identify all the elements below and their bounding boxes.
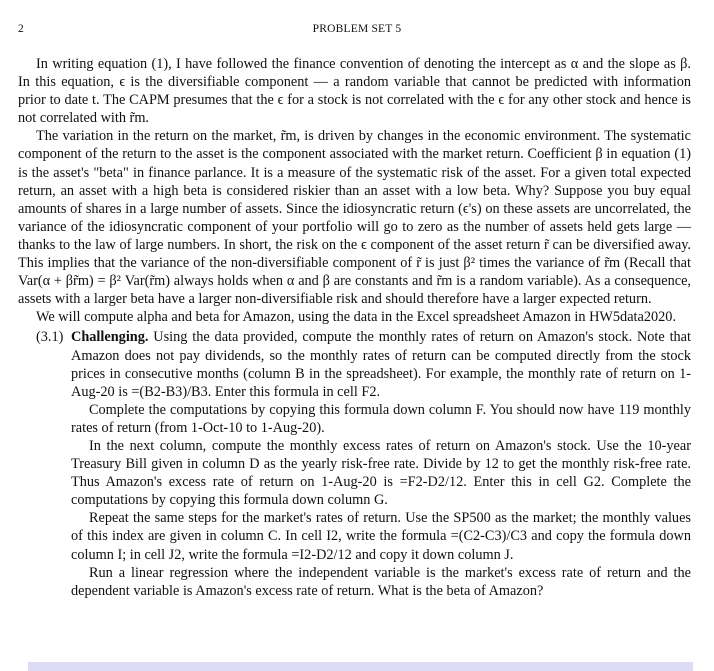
problem-heading: Challenging. [71, 329, 149, 346]
selection-highlight [28, 662, 693, 671]
page-title: PROBLEM SET 5 [312, 23, 402, 35]
page-header [18, 23, 696, 39]
body-text [18, 55, 691, 600]
problem-paragraph-4: Repeat the same steps for the market's rates of return. Use the SP500 as the market; the monthly values of this index are given in column C. In cell I2, write the formula =(C2-C3)/C3 and copy the formula down column I; in cell J2, write the formula =I2-D2/12 and copy it down column J. [71, 510, 691, 563]
problem-paragraph-2: Complete the computations by copying this formula down column F. You should now have 119 monthly rates of return (from 1-Oct-10 to 1-Aug-20). [71, 401, 691, 436]
problem-3-1 [18, 328, 691, 599]
paragraph-1: In writing equation (1), I have followed the finance convention of denoting the intercept as α and the slope as β. In this equation, ϵ is the diversifiable component — a random variable that cannot be predicted with information prior to date t. The CAPM presumes that the ϵ for a stock is not correlated with the ϵ for any other stock and hence is not correlated with r̃m. [18, 56, 691, 127]
problem-paragraph-3: In the next column, compute the monthly excess rates of return on Amazon's stock. Use the 10-year Treasury Bill given in column D as the yearly risk-free rate. Divide by 12 to get the monthly risk-free rate. Thus Amazon's excess rate of return on 1-Aug-20 is =F2-D2/12. Enter this in cell G2. Complete the computations by copying this formula down column G. [71, 437, 691, 509]
problem-paragraph-1 [71, 328, 691, 400]
problem-text-1: Using the data provided, compute the monthly rates of return on Amazon's stock. Note that Amazon does not pay dividends, so the monthly rates of return can be computed directly from the stock prices in consecutive months (column B in the spreadsheet). For example, the monthly rate of return on 1-Aug-20 is =(B2-B3)/B3. Enter this formula in cell F2. [71, 329, 692, 400]
paragraph-3: We will compute alpha and beta for Amazon, using the data in the Excel spreadsheet Amazon in HW5data2020. [36, 309, 677, 326]
paragraph-2: The variation in the return on the market, r̃m, is driven by changes in the economic environment. The systematic component of the return to the asset is the component associated with the market return. Coefficient β in equation (1) is the asset's "beta" in finance parlance. It is a measure of the systematic risk of the asset. For a given total expected return, an asset with a high beta is considered riskier than an asset with a low beta. Why? Suppose you buy equal amounts of shares in a large number of assets. Since the idiosyncratic return (ϵ's) on these assets are uncorrelated, the variance of the idiosyncratic component of your portfolio will go to zero as the number of assets held gets large — thanks to the law of large numbers. In short, the risk on the ϵ component of the asset return r̃ can be diversified away. This implies that the variance of the non-diversifiable component of r̃ is just β² times the variance of r̃m (Recall that Var(α + βr̃m) = β² Var(r̃m) always holds when α and β are constants and r̃m is a random variable). As a consequence, assets with a larger beta have a larger non-diversifiable risk and should therefore have a larger expected return. [18, 128, 691, 308]
problem-paragraph-5: Run a linear regression where the independent variable is the market's excess rate of return and the dependent variable is Amazon's excess rate of return. What is the beta of Amazon? [71, 564, 691, 599]
problem-label: (3.1) [36, 329, 64, 346]
page-number: 2 [18, 23, 24, 35]
